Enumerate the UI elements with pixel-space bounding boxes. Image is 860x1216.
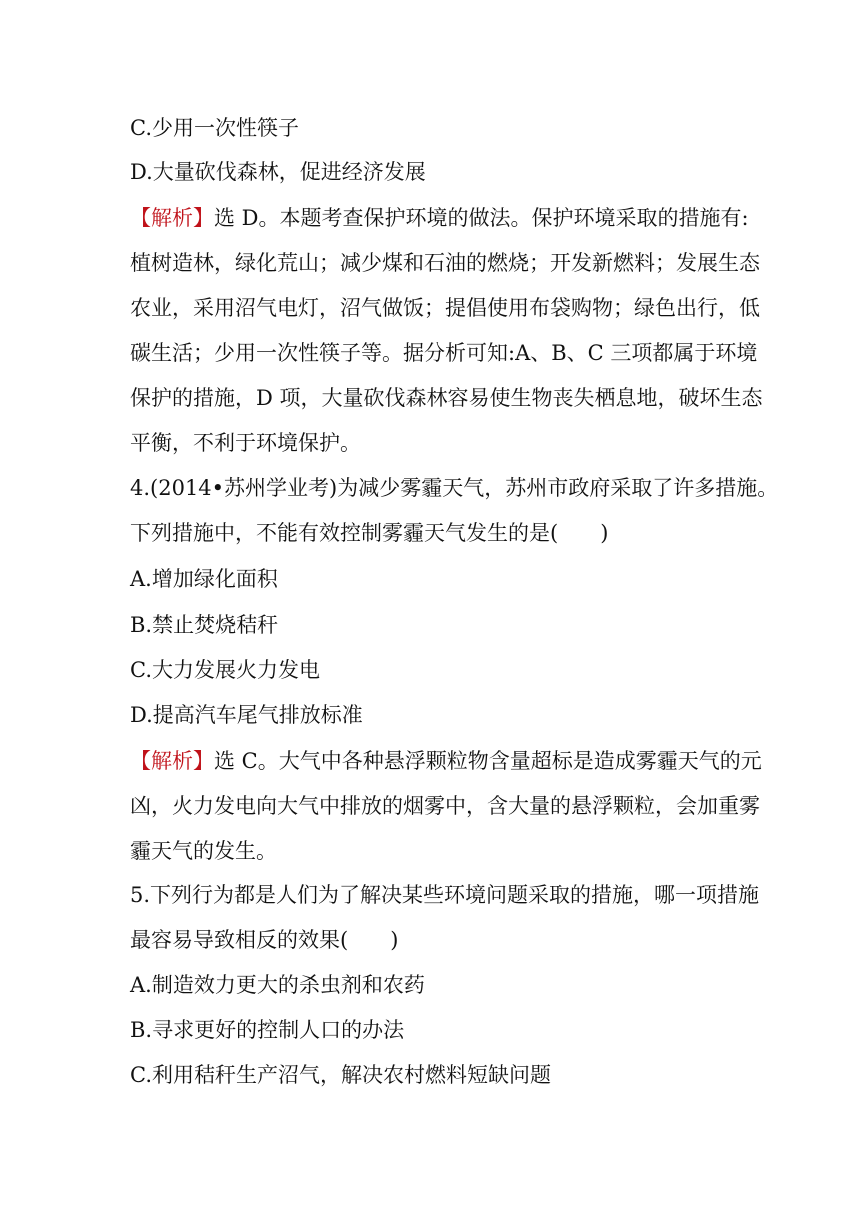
analysis-bracket-right: 】 xyxy=(193,206,214,230)
option-a-line: A.制造效力更大的杀虫剂和农药 xyxy=(130,973,425,997)
analysis-line: 凶，火力发电向大气中排放的烟雾中，含大量的悬浮颗粒，会加重雾 xyxy=(130,794,760,818)
analysis-line: 平衡，不利于环境保护。 xyxy=(130,431,361,455)
option-d-line: D.大量砍伐森林，促进经济发展 xyxy=(130,160,426,184)
option-b-line: B.禁止焚烧秸秆 xyxy=(130,613,279,637)
option-c-line: C.利用秸秆生产沼气，解决农村燃料短缺问题 xyxy=(130,1063,551,1087)
analysis-bracket-right: 】 xyxy=(193,749,214,773)
analysis-line xyxy=(130,203,749,233)
question-4-line: 4.(2014•苏州学业考)为减少雾霾天气，苏州市政府采取了许多措施。 xyxy=(130,476,779,500)
analysis-line: 碳生活；少用一次性筷子等。据分析可知:A、B、C 三项都属于环境 xyxy=(130,341,758,365)
analysis-line: 植树造林，绿化荒山；减少煤和石油的燃烧；开发新燃料；发展生态 xyxy=(130,251,760,275)
question-4-line: 下列措施中，不能有效控制雾霾天气发生的是( ) xyxy=(130,521,609,545)
analysis-text: 选 D。本题考查保护环境的做法。保护环境采取的措施有: xyxy=(214,206,749,230)
analysis-bracket-left: 【 xyxy=(130,749,151,773)
analysis-text: 选 C。大气中各种悬浮颗粒物含量超标是造成雾霾天气的元 xyxy=(214,749,762,773)
analysis-line: 霾天气的发生。 xyxy=(130,839,277,863)
analysis-label: 解析 xyxy=(151,206,193,230)
question-5-line: 5.下列行为都是人们为了解决某些环境问题采取的措施，哪一项措施 xyxy=(130,883,760,907)
analysis-line: 保护的措施，D 项，大量砍伐森林容易使生物丧失栖息地，破坏生态 xyxy=(130,386,763,410)
question-5-line: 最容易导致相反的效果( ) xyxy=(130,928,399,952)
analysis-line xyxy=(130,746,762,776)
option-b-line: B.寻求更好的控制人口的办法 xyxy=(130,1018,405,1042)
option-d-line: D.提高汽车尾气排放标准 xyxy=(130,703,363,727)
option-c-line: C.大力发展火力发电 xyxy=(130,658,320,682)
analysis-label: 解析 xyxy=(151,749,193,773)
analysis-line: 农业，采用沼气电灯，沼气做饭；提倡使用布袋购物；绿色出行，低 xyxy=(130,296,760,320)
option-a-line: A.增加绿化面积 xyxy=(130,567,278,591)
option-c-line: C.少用一次性筷子 xyxy=(130,116,299,140)
analysis-bracket-left: 【 xyxy=(130,206,151,230)
